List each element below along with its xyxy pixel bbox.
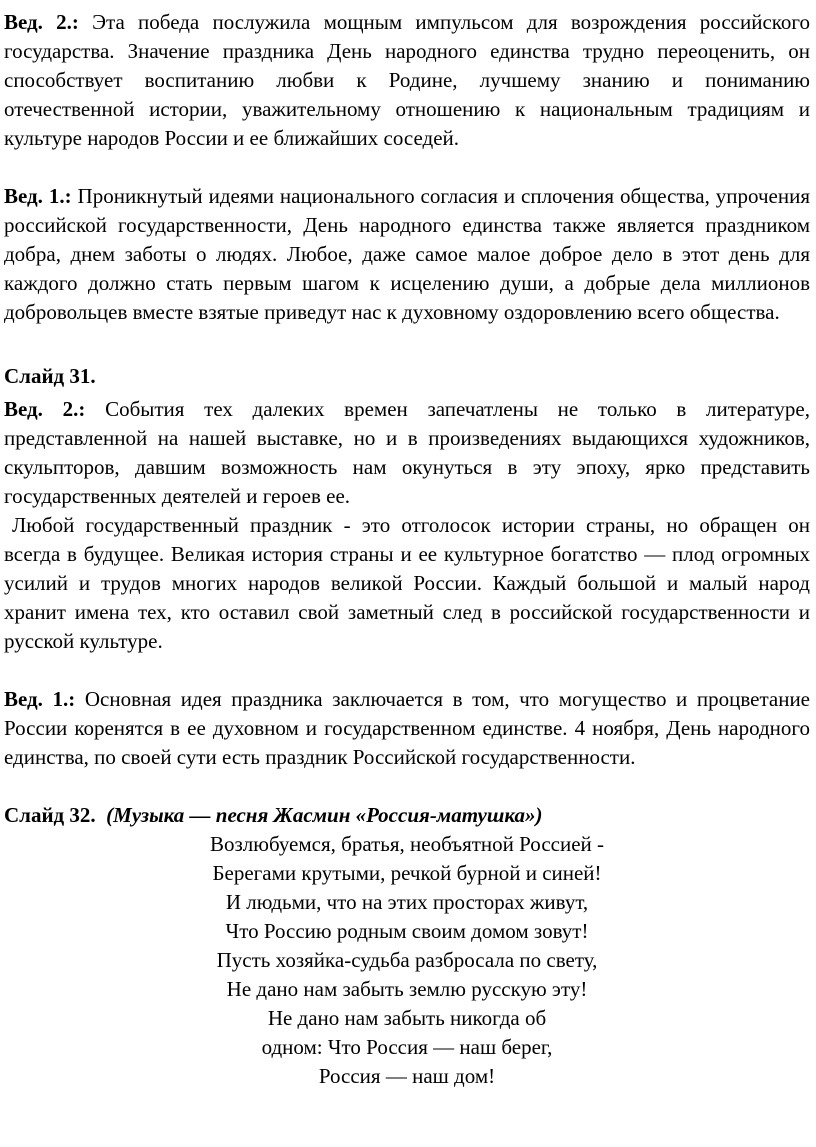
paragraph-ved2-victory (4, 8, 810, 153)
spacer (4, 327, 810, 358)
paragraph-text: События тех далеких времен запечатлены не только в литературе, представленной на нашей выставке, но и в произведениях выдающихся художников, скульпторов, давшим возможность нам окунуться в эту эпоху, ярко представить государственных деятелей и героев ее. (4, 397, 811, 508)
paragraph-text: Эта победа послужила мощным импульсом для возрождения российского государства. Значение праздника День народного единства трудно переоценить, он способствует воспитанию любви к Родине, лучшему знанию и пониманию отечественной истории, уважительному отношению к национальным традициям и культуре народов России и ее ближайших соседей. (4, 10, 810, 150)
music-note: (Музыка — песня Жасмин «Россия-матушка») (106, 803, 543, 827)
spacer (4, 656, 810, 685)
paragraph-ved1-unity (4, 182, 810, 327)
paragraph-ved1-main-idea (4, 685, 810, 772)
spacer (4, 772, 810, 801)
poem-line: Не дано нам забыть землю русскую эту! (226, 977, 588, 1001)
paragraph-text: Проникнутый идеями национального согласия и сплочения общества, упрочения российской государственности, День народного единства также является праздником добра, днем заботы о людях. Любое, даже самое малое доброе дело в этот день для каждого должно стать первым шагом к исцелению души, а добрые дела миллионов добровольцев вместе взятые приведут нас к духовному оздоровлению всего общества. (4, 184, 810, 324)
slide-32-line (4, 801, 810, 830)
slide-31-heading: Слайд 31. (4, 364, 96, 388)
spacer (4, 153, 810, 182)
slide-32-heading: Слайд 32. (4, 803, 96, 827)
paragraph-text: Основная идея праздника заключается в том, что могущество и процветание России коренятся в ее духовном и государственном единстве. 4 ноября, День народного единства, по своей сути есть праздник Российской государственности. (4, 687, 811, 769)
poem-line: Не дано нам забыть никогда об (267, 1006, 547, 1030)
speaker-label: Вед. 2.: (4, 397, 86, 421)
poem-line: Что Россию родным своим домом зовут! (225, 919, 589, 943)
poem-line: Россия — наш дом! (318, 1064, 496, 1088)
poem-line: Берегами крутыми, речкой бурной и синей! (212, 861, 602, 885)
poem-line: одном: Что Россия — наш берег, (261, 1035, 553, 1059)
speaker-label: Вед. 1.: (4, 184, 72, 208)
poem-line: Пусть хозяйка-судьба разбросала по свету, (216, 948, 598, 972)
paragraph-holiday-echo: Любой государственный праздник - это отголосок истории страны, но обращен он всегда в будущее. Великая история страны и ее культурное богатство — плод огромных усилий и трудов многих народов великой России. Каждый большой и малый народ хранит имена тех, кто оставил свой заметный след в российской государственности и русской культуре. (4, 513, 810, 653)
speaker-label: Вед. 2.: (4, 10, 79, 34)
poem-line: И людьми, что на этих просторах живут, (225, 890, 589, 914)
paragraph-ved2-events (4, 395, 810, 511)
poem-line: Возлюбуемся, братья, необъятной Россией - (209, 832, 605, 856)
poem-block (4, 830, 810, 1091)
speaker-label: Вед. 1.: (4, 687, 76, 711)
